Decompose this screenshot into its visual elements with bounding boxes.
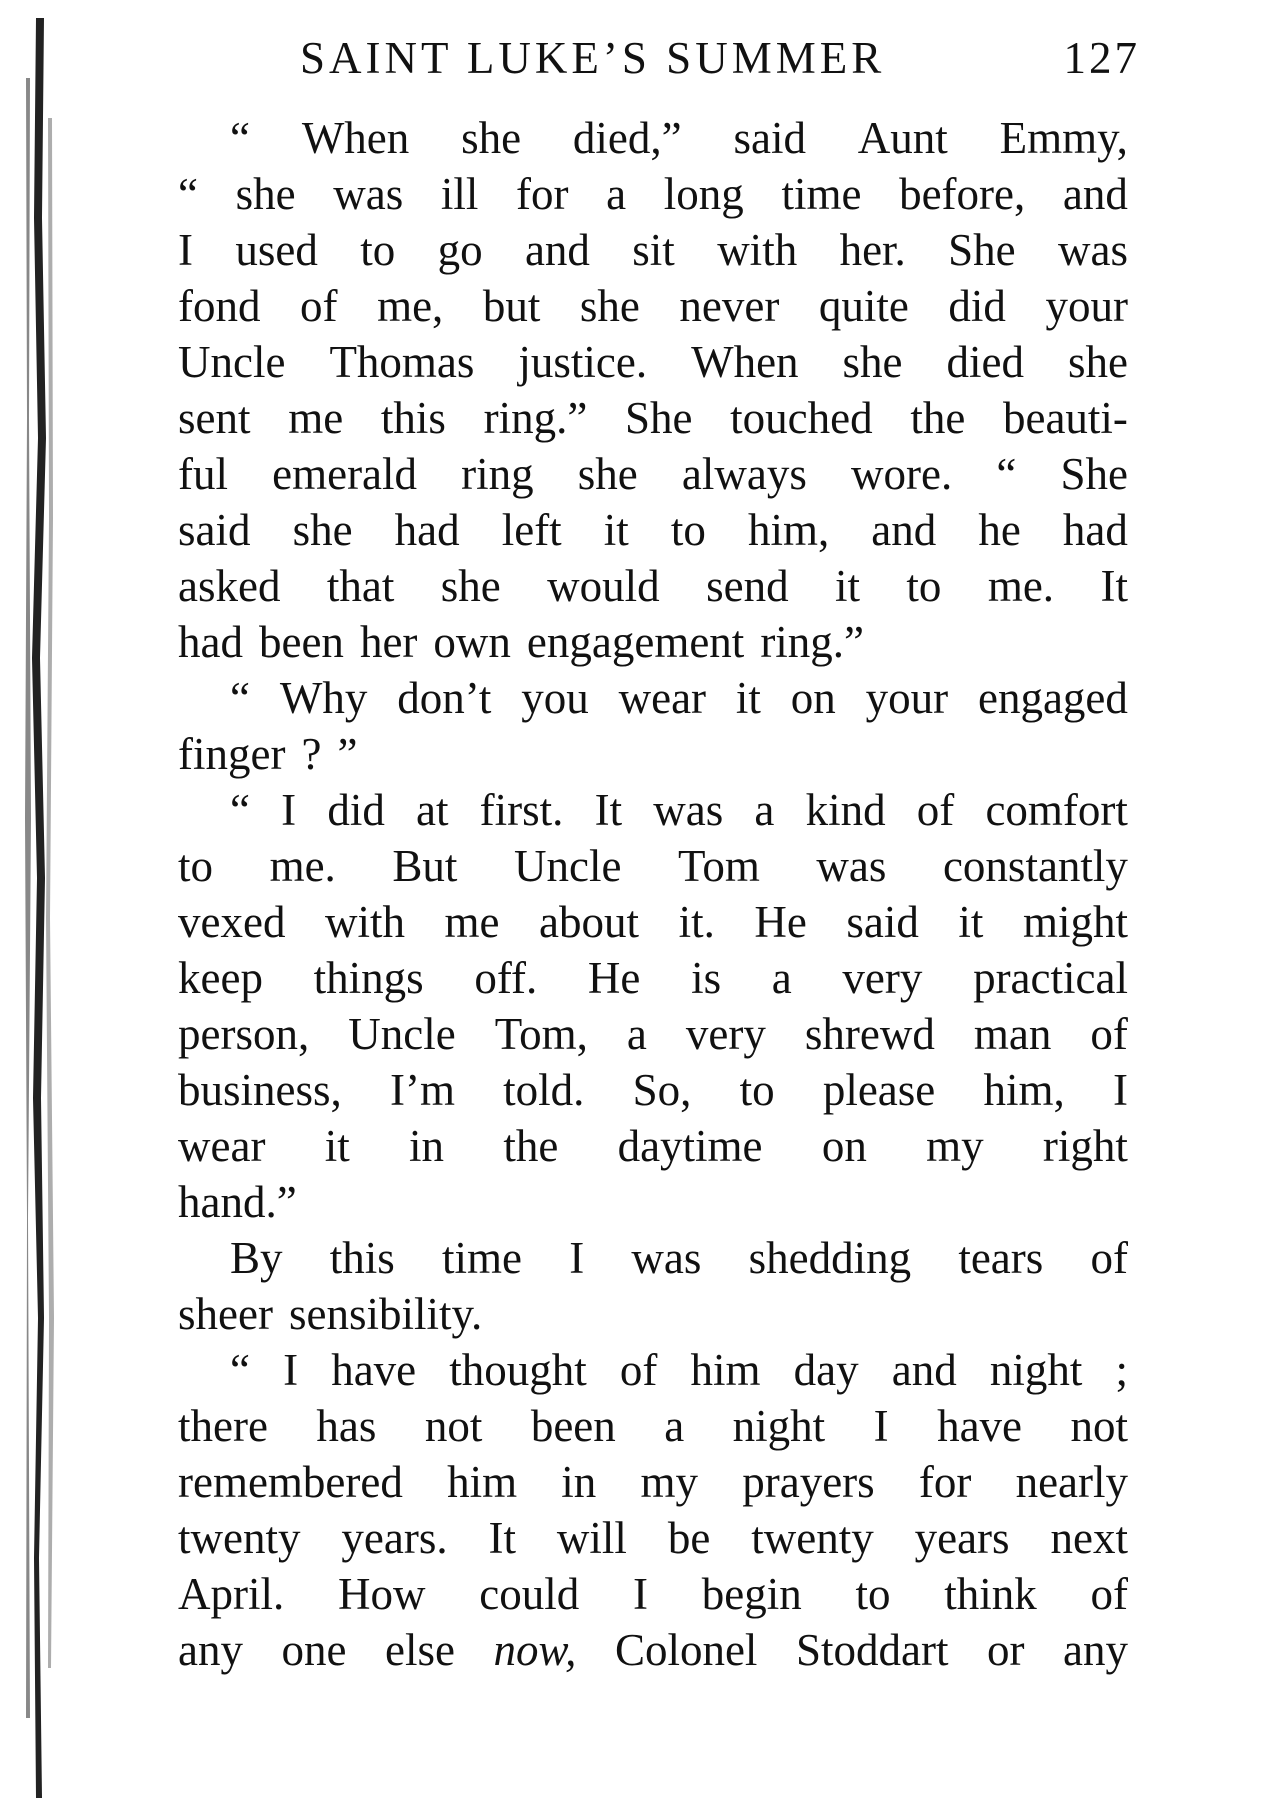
word: had (178, 617, 243, 667)
text-line (178, 1230, 1128, 1286)
word: told. (503, 1065, 585, 1115)
word: beauti- (1002, 393, 1128, 443)
word: off. (474, 953, 538, 1003)
text-line (178, 1118, 1128, 1174)
word: is (691, 953, 722, 1003)
text-line (178, 278, 1128, 334)
word: long (663, 169, 744, 219)
word: she (461, 113, 522, 163)
word: and (524, 225, 590, 275)
text-line (178, 614, 1128, 670)
word: Why (279, 673, 368, 723)
word: ill (440, 169, 479, 219)
word: me. (269, 841, 336, 891)
word: She (1060, 449, 1128, 499)
word: it. (678, 897, 715, 947)
word: any (178, 1625, 243, 1675)
word: sit (632, 225, 675, 275)
word: ring.” (483, 393, 588, 443)
word: prayers (742, 1457, 875, 1507)
word: that (326, 561, 395, 611)
word: time (441, 1233, 522, 1283)
word: me, (377, 281, 444, 331)
word: was (333, 169, 404, 219)
word: died,” (572, 113, 682, 163)
word: might (1022, 897, 1128, 947)
text-line (178, 1174, 1128, 1230)
word: in (409, 1121, 445, 1171)
word: But (392, 841, 458, 891)
word: She (948, 225, 1016, 275)
word: ; (1115, 1345, 1128, 1395)
word: sheer (178, 1289, 273, 1339)
word: “ (178, 169, 198, 219)
word: tears (958, 1233, 1044, 1283)
word: of (1090, 1009, 1128, 1059)
word: engagement (526, 617, 745, 667)
word: Tom (677, 841, 760, 891)
text-line (178, 1398, 1128, 1454)
word: said (733, 113, 806, 163)
word: next (1050, 1513, 1128, 1563)
word: very (842, 953, 923, 1003)
word: night (732, 1401, 826, 1451)
word: I’m (389, 1065, 455, 1115)
word: shrewd (804, 1009, 935, 1059)
word: was (631, 1233, 702, 1283)
binding-edge-shadow (22, 18, 60, 1798)
word: “ (230, 113, 250, 163)
word: this (329, 1233, 395, 1283)
word: ? (301, 729, 322, 779)
word: When (301, 113, 410, 163)
word: nearly (1015, 1457, 1128, 1507)
word: wore. (851, 449, 953, 499)
word: a (771, 953, 792, 1003)
text-line (178, 1342, 1128, 1398)
word: engaged (977, 673, 1128, 723)
word: with (717, 225, 798, 275)
word: hand.” (178, 1177, 297, 1227)
word: Colonel (614, 1625, 758, 1675)
word: send (706, 561, 789, 611)
word: of (1090, 1569, 1128, 1619)
word: her. (839, 225, 906, 275)
word: him, (747, 505, 830, 555)
word: have (937, 1401, 1023, 1451)
text-line (178, 110, 1128, 166)
word: with (324, 897, 405, 947)
text-line (178, 334, 1128, 390)
word: me. (987, 561, 1055, 611)
word: ring.” (760, 617, 865, 667)
word: practical (973, 953, 1128, 1003)
text-line (178, 894, 1128, 950)
word: asked (178, 561, 281, 611)
word: ring (461, 449, 534, 499)
word: own (433, 617, 511, 667)
word: to (670, 505, 706, 555)
word: any (1062, 1625, 1128, 1675)
word: emerald (272, 449, 418, 499)
word: I (283, 1345, 299, 1395)
word: have (331, 1345, 417, 1395)
word: one (281, 1625, 347, 1675)
word: twenty (751, 1513, 874, 1563)
word: Emmy, (999, 113, 1128, 163)
word: keep (178, 953, 263, 1003)
word: I (569, 1233, 585, 1283)
word: or (986, 1625, 1025, 1675)
word: touched (730, 393, 873, 443)
word: of (619, 1345, 658, 1395)
word: to (178, 841, 214, 891)
word: April. (178, 1569, 285, 1619)
word: of (1090, 1233, 1128, 1283)
word: don’t (397, 673, 492, 723)
word: said (178, 505, 251, 555)
word: He (587, 953, 641, 1003)
word: left (501, 505, 562, 555)
word: died (946, 337, 1025, 387)
text-line (178, 166, 1128, 222)
text-line (178, 670, 1128, 726)
word: and (1062, 169, 1128, 219)
word: begin (701, 1569, 802, 1619)
word: ful (178, 449, 228, 499)
word: could (479, 1569, 580, 1619)
word: she (235, 169, 296, 219)
word: “ (996, 449, 1017, 499)
word: When (691, 337, 799, 387)
word: was (816, 841, 887, 891)
word: She (624, 393, 693, 443)
word: was (653, 785, 724, 835)
word: now, (493, 1625, 577, 1675)
word: Stoddart (795, 1625, 949, 1675)
word: I (281, 785, 297, 835)
word: not (1070, 1401, 1128, 1451)
word: for (516, 169, 569, 219)
text-line (178, 1286, 1128, 1342)
word: How (338, 1569, 426, 1619)
word: was (1058, 225, 1128, 275)
word: time (781, 169, 862, 219)
word: Uncle (513, 841, 622, 891)
word: years (914, 1513, 1010, 1563)
word: to (360, 225, 396, 275)
text-line (178, 446, 1128, 502)
word: my (926, 1121, 984, 1171)
word: Thomas (329, 337, 475, 387)
word: for (918, 1457, 972, 1507)
text-line (178, 390, 1128, 446)
word: first. (479, 785, 564, 835)
word: constantly (942, 841, 1128, 891)
word: Aunt (857, 113, 948, 163)
word: sensibility. (288, 1289, 483, 1339)
word: to (739, 1065, 775, 1115)
text-line (178, 1062, 1128, 1118)
word: she (292, 505, 353, 555)
word: me (444, 897, 500, 947)
word: think (944, 1569, 1037, 1619)
word: her (359, 617, 418, 667)
body-text (178, 110, 1128, 1678)
word: Uncle (178, 337, 286, 387)
word: Uncle (348, 1009, 456, 1059)
word: she (577, 449, 638, 499)
word: things (313, 953, 424, 1003)
word: it (324, 1121, 350, 1171)
word: remembered (178, 1457, 403, 1507)
word: and (871, 505, 937, 555)
word: your (1045, 281, 1128, 331)
word: business, (178, 1065, 342, 1115)
word: person, (178, 1009, 310, 1059)
word: I (873, 1401, 889, 1451)
word: a (664, 1401, 685, 1451)
word: he (978, 505, 1021, 555)
word: to (906, 561, 942, 611)
text-line (178, 1510, 1128, 1566)
word: a (606, 169, 627, 219)
text-line (178, 502, 1128, 558)
word: it (603, 505, 629, 555)
word: my (640, 1457, 699, 1507)
word: been (530, 1401, 616, 1451)
word: it (958, 897, 984, 947)
word: night (989, 1345, 1083, 1395)
text-line (178, 1566, 1128, 1622)
word: of (916, 785, 955, 835)
word: on (821, 1121, 867, 1171)
word: she (1068, 337, 1128, 387)
word: It (594, 785, 623, 835)
word: daytime (617, 1121, 763, 1171)
word: I (1112, 1065, 1128, 1115)
word: sent (178, 393, 251, 443)
text-line (178, 1006, 1128, 1062)
word: I (632, 1569, 648, 1619)
word: day (793, 1345, 859, 1395)
word: a (754, 785, 775, 835)
page-number: 127 (1063, 33, 1140, 83)
word: twenty (178, 1513, 301, 1563)
word: it (735, 673, 761, 723)
word: fond (178, 281, 261, 331)
word: ” (337, 729, 358, 779)
word: but (482, 281, 541, 331)
word: there (178, 1401, 268, 1451)
text-line (178, 558, 1128, 614)
word: shedding (748, 1233, 912, 1283)
text-line (178, 782, 1128, 838)
word: Tom, (494, 1009, 588, 1059)
word: it (834, 561, 860, 611)
word: the (503, 1121, 559, 1171)
word: wear (618, 673, 707, 723)
word: So, (632, 1065, 692, 1115)
word: “ (230, 673, 250, 723)
word: about (539, 897, 640, 947)
word: used (235, 225, 318, 275)
word: she (579, 281, 640, 331)
word: had (1062, 505, 1128, 555)
word: wear (178, 1121, 266, 1171)
text-line (178, 950, 1128, 1006)
word: been (258, 617, 344, 667)
word: “ (230, 785, 250, 835)
word: a (626, 1009, 647, 1059)
word: right (1042, 1121, 1128, 1171)
word: not (424, 1401, 483, 1451)
word: I (178, 225, 193, 275)
word: did (327, 785, 385, 835)
word: years. (341, 1513, 448, 1563)
word: By (230, 1233, 283, 1283)
word: He (754, 897, 807, 947)
running-title: SAINT LUKE’S SUMMER (300, 33, 886, 83)
word: at (416, 785, 449, 835)
text-line (178, 222, 1128, 278)
word: me (288, 393, 344, 443)
word: and (891, 1345, 957, 1395)
text-line (178, 1454, 1128, 1510)
word: would (547, 561, 660, 611)
word: will (556, 1513, 627, 1563)
word: in (561, 1457, 597, 1507)
word: had (394, 505, 460, 555)
word: finger (178, 729, 286, 779)
word: him (690, 1345, 761, 1395)
word: It (488, 1513, 516, 1563)
word: be (667, 1513, 711, 1563)
word: go (437, 225, 483, 275)
word: thought (449, 1345, 587, 1395)
word: did (948, 281, 1006, 331)
word: never (679, 281, 780, 331)
word: she (440, 561, 501, 611)
word: man (973, 1009, 1052, 1059)
word: the (910, 393, 966, 443)
word: has (316, 1401, 377, 1451)
page-header (300, 28, 1140, 88)
word: please (822, 1065, 936, 1115)
word: very (685, 1009, 766, 1059)
word: this (380, 393, 446, 443)
word: him (447, 1457, 518, 1507)
word: It (1100, 561, 1128, 611)
word: always (681, 449, 807, 499)
word: comfort (985, 785, 1128, 835)
word: she (842, 337, 903, 387)
word: before, (899, 169, 1026, 219)
word: justice. (518, 337, 648, 387)
word: you (521, 673, 589, 723)
word: quite (818, 281, 909, 331)
word: on (790, 673, 836, 723)
text-line (178, 1622, 1128, 1678)
word: of (300, 281, 338, 331)
word: vexed (178, 897, 286, 947)
text-line (178, 726, 1128, 782)
word: to (855, 1569, 891, 1619)
word: said (846, 897, 919, 947)
word: your (865, 673, 949, 723)
word: else (385, 1625, 455, 1675)
word: him, (983, 1065, 1065, 1115)
word: “ (230, 1345, 250, 1395)
text-line (178, 838, 1128, 894)
word: kind (805, 785, 886, 835)
